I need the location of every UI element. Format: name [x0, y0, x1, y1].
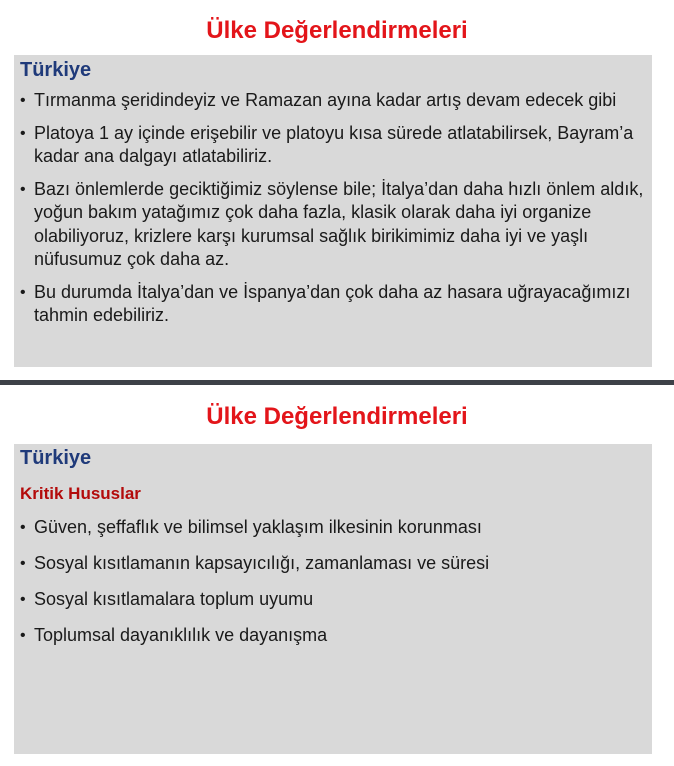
- list-item: [20, 516, 644, 540]
- country-heading: Türkiye: [20, 447, 92, 469]
- content-panel: [14, 444, 652, 754]
- bullet-text: Sosyal kısıtlamanın kapsayıcılığı, zamanlaması ve süresi: [34, 553, 490, 573]
- bullet-icon: •: [20, 519, 26, 536]
- bullet-text: Sosyal kısıtlamalara toplum uyumu: [34, 589, 314, 609]
- bullet-text: Güven, şeffaflık ve bilimsel yaklaşım ilkesinin korunması: [34, 517, 482, 537]
- bullet-text: Toplumsal dayanıklılık ve dayanışma: [34, 625, 328, 645]
- bullet-text: Bu durumda İtalya’dan ve İspanya’dan çok daha az hasara uğrayacağımızı tahmin edebiliriz.: [34, 281, 631, 325]
- list-item: [20, 89, 644, 113]
- list-item: [20, 552, 644, 576]
- bullet-icon: •: [20, 627, 26, 644]
- content-panel: [14, 55, 652, 367]
- bullet-list: [20, 516, 644, 660]
- bullet-text: Platoya 1 ay içinde erişebilir ve platoyu kısa sürede atlatabilirsek, Bayram’a kadar ana dalgayı atlatabiliriz.: [34, 122, 634, 166]
- country-heading: Türkiye: [20, 59, 92, 81]
- list-item: [20, 588, 644, 612]
- slide-title: Ülke Değerlendirmeleri: [206, 403, 468, 430]
- list-item: [20, 624, 644, 648]
- bullet-text: Bazı önlemlerde geciktiğimiz söylense bile; İtalya’dan daha hızlı önlem aldık, yoğun bakım yatağımız çok daha fazla, klasik olarak daha iyi organize olabiliyoruz, krizlere karşı kurumsal sağlık birikimimiz daha iyi ve yaşlı nüfusumuz çok daha az.: [34, 178, 644, 269]
- bullet-icon: •: [20, 180, 26, 198]
- bullet-icon: •: [20, 555, 26, 572]
- bullet-icon: •: [20, 591, 26, 608]
- list-item: [20, 178, 644, 272]
- slide-country-assessment-1: [0, 0, 674, 378]
- slide-country-assessment-2: [0, 388, 674, 766]
- slide-title: Ülke Değerlendirmeleri: [206, 17, 468, 44]
- bullet-icon: •: [20, 283, 26, 301]
- bullet-text: Tırmanma şeridindeyiz ve Ramazan ayına kadar artış devam edecek gibi: [34, 90, 617, 110]
- list-item: [20, 122, 644, 169]
- slide-divider: [0, 378, 674, 388]
- critical-issues-heading: Kritik Hususlar: [20, 484, 141, 503]
- bullet-icon: •: [20, 124, 26, 142]
- bullet-list: [20, 89, 644, 337]
- bullet-icon: •: [20, 92, 26, 109]
- list-item: [20, 281, 644, 328]
